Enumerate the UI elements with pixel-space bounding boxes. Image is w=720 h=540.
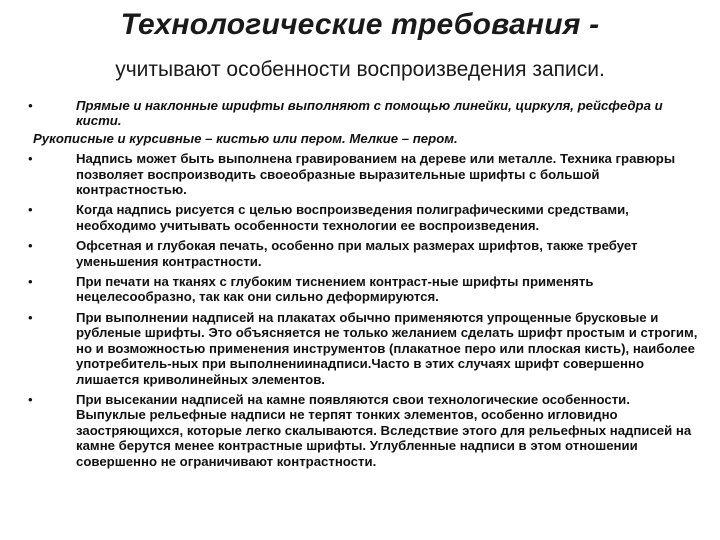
list-item: [28, 274, 700, 305]
bullet-icon: •: [28, 391, 33, 407]
list-item: [28, 238, 700, 269]
bullet-icon: •: [28, 98, 33, 113]
slide-title: Технологические требования -: [120, 8, 600, 41]
list-item-text: Рукописные и курсивные – кистью или пером. Мелкие – пером.: [33, 130, 458, 146]
list-item: [28, 151, 700, 197]
list-item: [28, 98, 700, 129]
list-item: [28, 310, 700, 387]
list-item-text: При высекании надписей на камне появляются свои технологические особенности. Выпуклые рельефные надписи не терпят тонких элементов, особенно игловидно заостряющихся, которые легко скалываются. Вследствие этого для рельефных надписей на камне берутся менее контрастные шрифты. Углубленные надписи в этом отношении совершенно не ограничивают контрастности.: [76, 391, 692, 469]
bullet-icon: •: [28, 151, 33, 167]
list-item-text: Офсетная и глубокая печать, особенно при малых размерах шрифтов, также требует уменьшения контрастности.: [76, 238, 638, 269]
list-item-text: При печати на тканях с глубоким тиснением контраст-ные шрифты применять нецелесообразно, так как они сильно деформируются.: [76, 274, 594, 305]
bullet-list: [28, 98, 700, 474]
list-item-text: Надпись может быть выполнена гравированием на дереве или металле. Техника гравюры позволяет воспроизводить своеобразные выразительные шрифты с большой контрастностью.: [76, 151, 676, 198]
bullet-icon: •: [28, 238, 33, 254]
list-item-text: Когда надпись рисуется с целью воспроизведения полиграфическими средствами, необходимо учитывать особенности технологии ее воспроизведения.: [76, 202, 629, 233]
slide-subtitle: учитывают особенности воспроизведения записи.: [115, 58, 605, 81]
list-item: [28, 202, 700, 233]
bullet-icon: •: [28, 274, 33, 290]
list-item: [28, 392, 700, 469]
list-item-text: Прямые и наклонные шрифты выполняют с помощью линейки, циркуля, рейсфедра и кисти.: [76, 98, 663, 129]
bullet-icon: •: [28, 309, 33, 325]
bullet-icon: •: [28, 202, 33, 218]
list-item: [33, 131, 700, 146]
list-item-text: При выполнении надписей на плакатах обычно применяются упрощенные брусковые и рубленые шрифты. Это объясняется не только желанием сделать шрифт простым и строгим, но и возможностью применения инструментов (плакатное перо или плоская кисть), наиболее употребитель-ных при выполнениинадписи.Часто в этих случаях шрифт совершенно лишается криволинейных элементов.: [76, 309, 698, 387]
